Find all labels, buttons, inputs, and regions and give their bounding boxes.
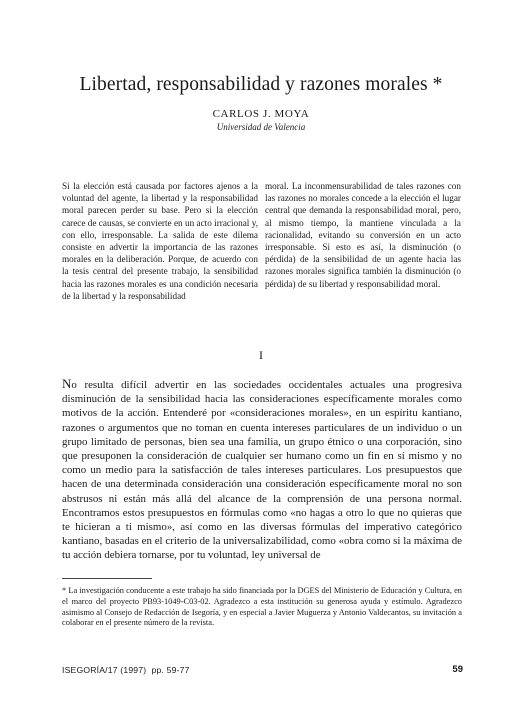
footnote: * La investigación conducente a este trabajo ha sido financiada por la DGES del Ministerio de Educación y Cultura, en el marco del proyecto PB93-1049-C03-02. Agradezco a esta institución su generosa ayuda y estímulo. Agradezco asimismo al Consejo de Redacción de Isegoría, y en especial a Javier Muguerza y Antonio Valdecantos, su invitación a colaborar en el presente número de la revista.: [62, 586, 462, 628]
body-paragraph-text: o resulta difícil advertir en las sociedades occidentales actuales una progresiva disminución de la sensibilidad hacia las consideraciones específicamente morales como motivos de la acción. Entenderé por «consideraciones morales», en un espíritu kantiano, razones o argumentos que no toman en cuenta intereses particulares de un individuo o un grupo limitado de personas, bien sea una familia, un grupo étnico o una corporación, sino que presuponen la consideración de cualquier ser humano como un fin en sí mismo y no como un medio para la satisfacción de tales intereses particulares. Los presupuestos que hacen de una determinada consideración una consideración específicamente moral no son abstrusos ni están más allá del alcance de la comprensión de una persona normal. Encontramos estos presupuestos en fórmulas como «no hagas a otro lo que no quieras que te hicieran a ti mismo», así como en las diversas fórmulas del imperativo categórico kantiano, basadas en el criterio de la universalizabilidad, como «obra como si la máxima de tu acción debiera tornarse, por tu voluntad, ley universal de: [62, 379, 462, 562]
abstract-right-column: moral. La inconmensurabilidad de tales razones con las razones no morales concede a la elección el lugar central que demanda la responsabilidad moral, pero, al mismo tiempo, la mantiene vinculada a la racionalidad, evitando su conversión en un acto irresponsable. Si esto es así, la disminución (o pérdida) de la sensibilidad de un agente hacia las razones morales significa también la disminución (o pérdida) de su libertad y responsabilidad moral.: [265, 181, 461, 289]
journal-issue: ISEGORÍA/17 (1997): [62, 665, 147, 675]
abstract-left-column: Si la elección está causada por factores ajenos a la voluntad del agente, la libertad y la responsabilidad moral parecen perder su base. Pero si la elección carece de causas, se convierte en un acto irracional y, con ello, irresponsable. La salida de este dilema consiste en advertir la importancia de las razones morales en la deliberación. Porque, de acuerdo con la tesis central del presente trabajo, la sensibilidad hacia las razones morales es una condición necesaria de la libertad y la responsabilidad: [62, 181, 258, 301]
author-affiliation: Universidad de Valencia: [216, 122, 306, 132]
footnote-divider: [62, 578, 152, 579]
body-paragraph: [62, 377, 462, 563]
article-title: Libertad, responsabilidad y razones morales *: [79, 74, 443, 95]
author-name: CARLOS J. MOYA: [212, 108, 310, 120]
drop-cap: N: [62, 376, 72, 391]
page-range: pp. 59-77: [151, 665, 190, 675]
journal-citation: [62, 665, 190, 675]
section-number: I: [259, 348, 263, 362]
page-number: 59: [452, 664, 463, 675]
